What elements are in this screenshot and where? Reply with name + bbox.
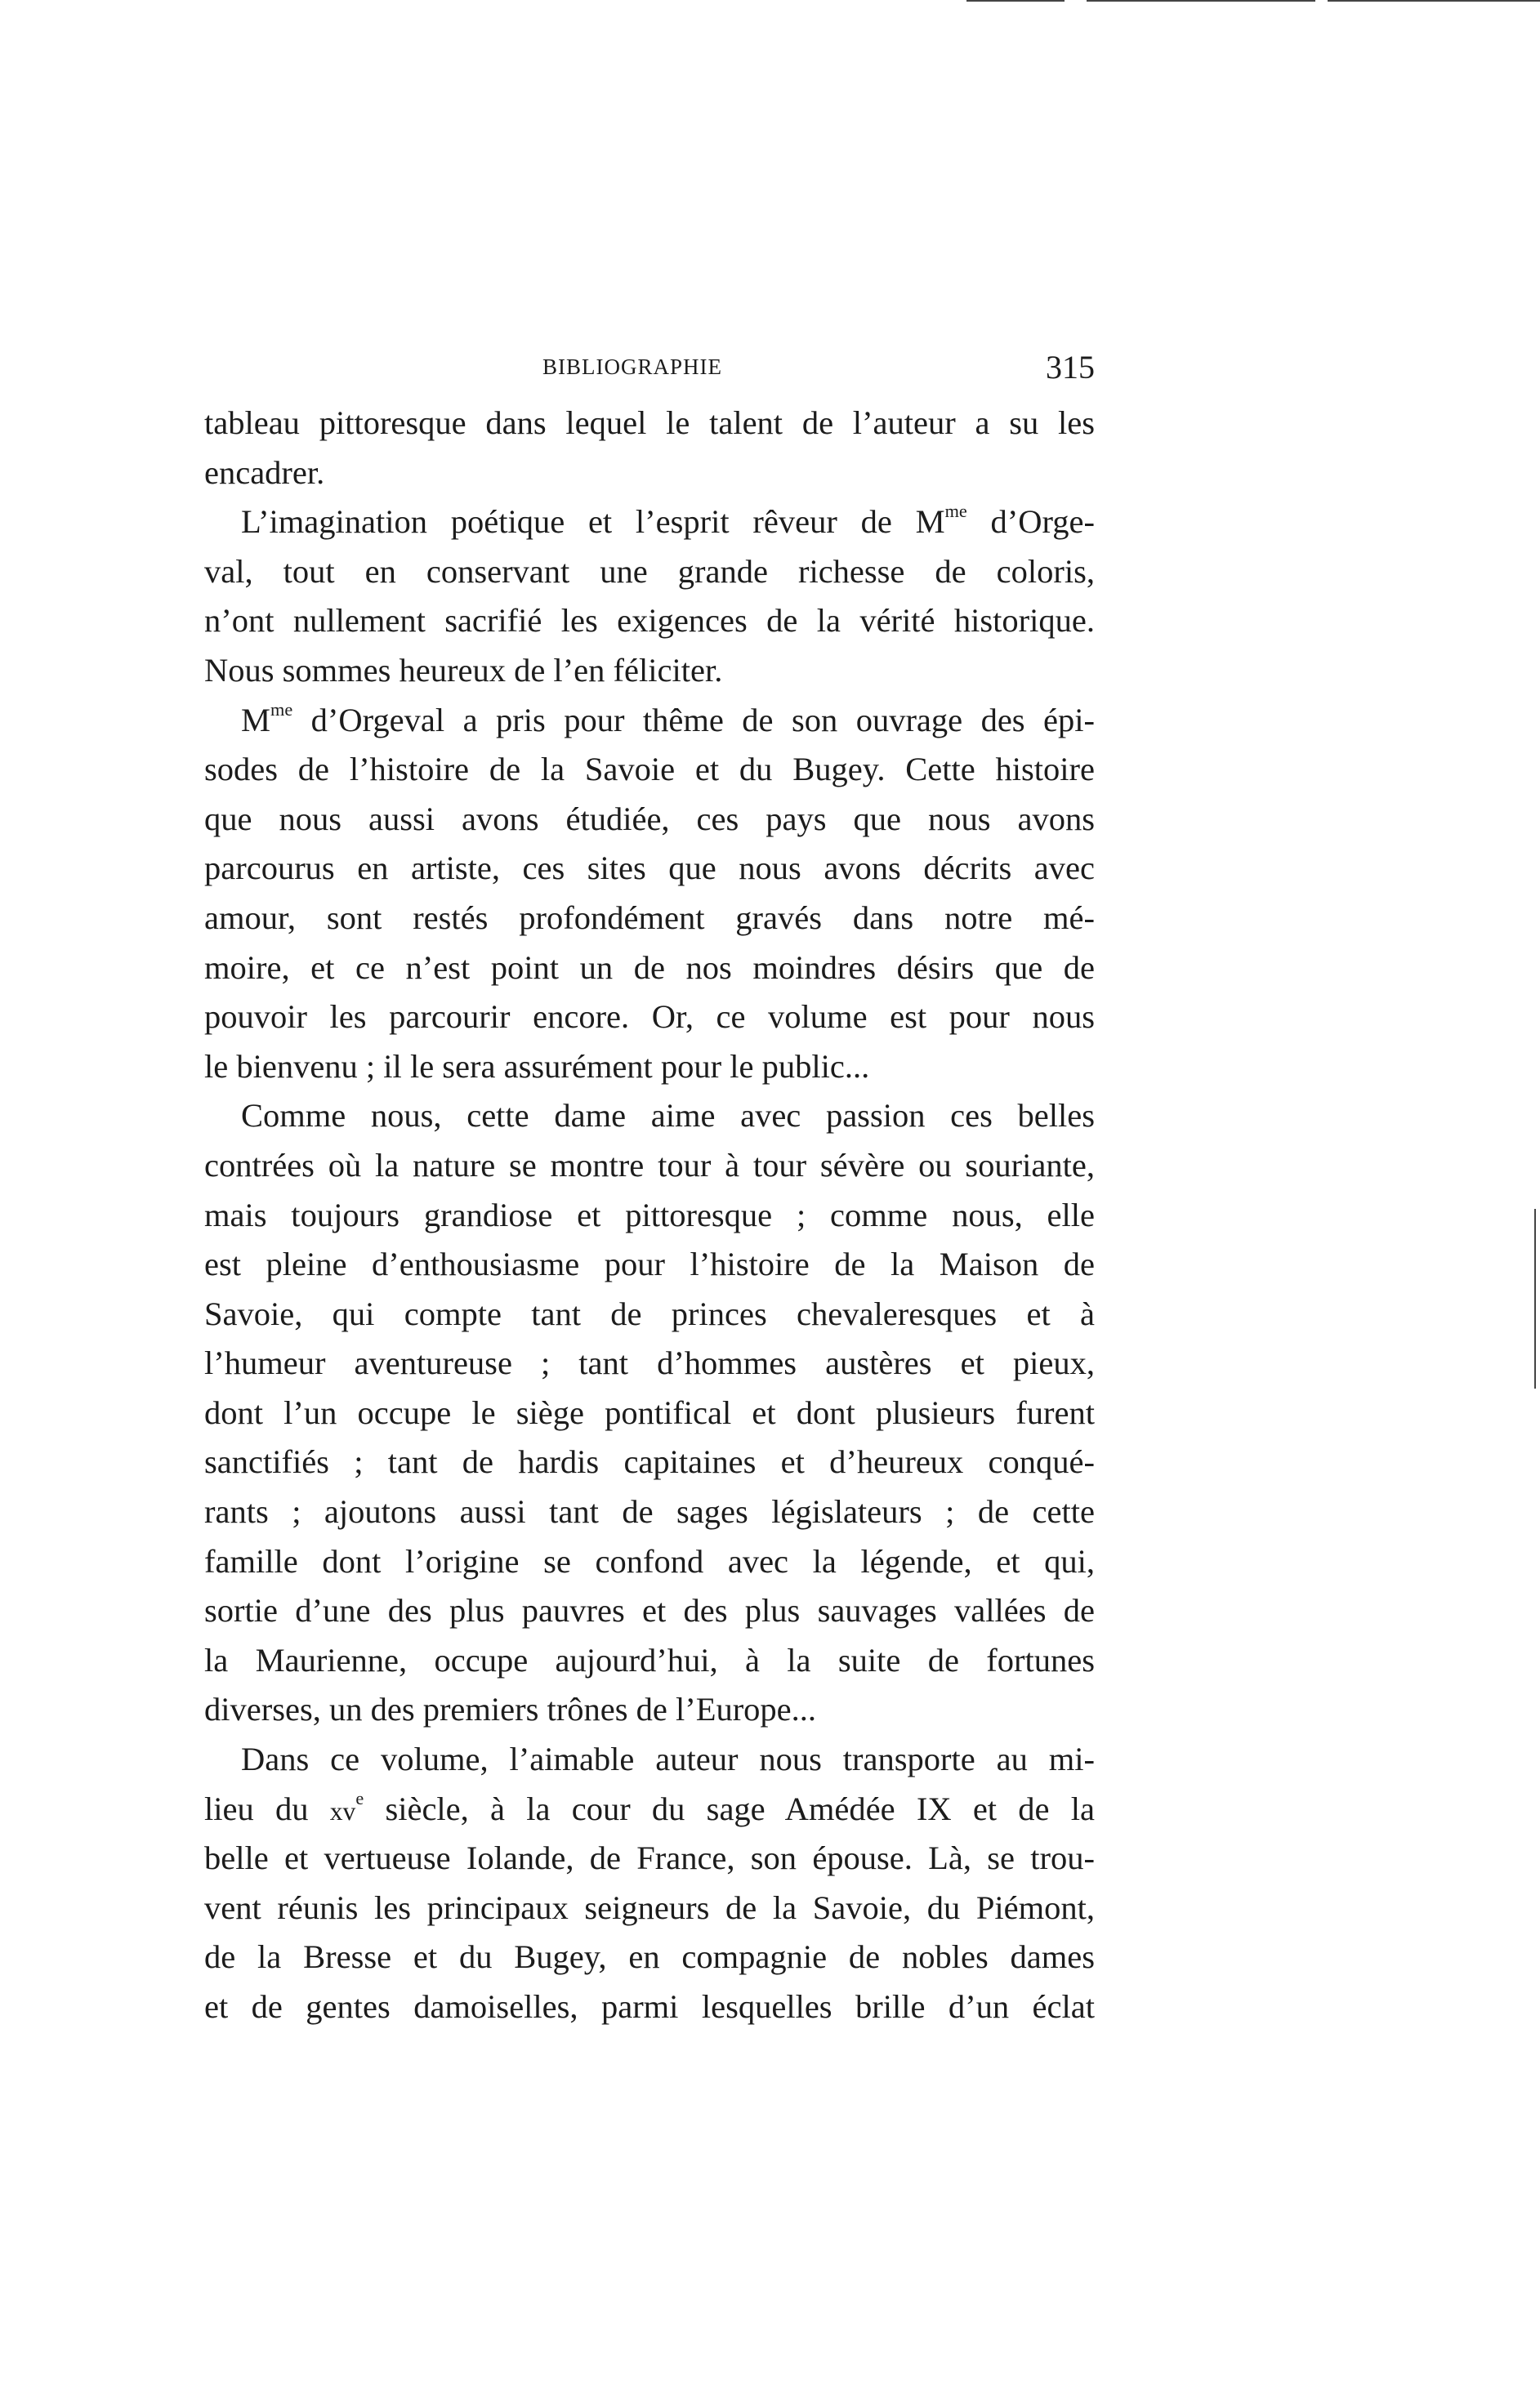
- text-line: de la Bresse et du Bugey, en compagnie de nobles dames: [204, 1938, 1095, 1976]
- text-line: Nous sommes heureux de l’en féliciter.: [204, 651, 723, 689]
- text-line: belle et vertueuse Iolande, de France, son épouse. Là, se trou-: [204, 1839, 1095, 1877]
- text-run: lieu du: [204, 1790, 330, 1827]
- text-line: est pleine d’enthousiasme pour l’histoire de la Maison de: [204, 1246, 1095, 1283]
- text-line: parcourus en artiste, ces sites que nous avons décrits avec: [204, 849, 1095, 887]
- text-line: val, tout en conservant une grande richesse de coloris,: [204, 552, 1095, 590]
- text-line: diverses, un des premiers trônes de l’Europe...: [204, 1691, 817, 1728]
- running-header: [204, 349, 1095, 392]
- superscript: me: [270, 698, 293, 720]
- text-line: Savoie, qui compte tant de princes chevaleresques et à: [204, 1295, 1095, 1332]
- small-caps-text: xv: [329, 1796, 356, 1826]
- text-line: sortie d’une des plus pauvres et des plus sauvages vallées de: [204, 1592, 1095, 1630]
- text-line: [204, 497, 1095, 547]
- text-line: moire, et ce n’est point un de nos moindres désirs que de: [204, 948, 1095, 986]
- top-edge-line: [1328, 0, 1540, 2]
- text-line: vent réunis les principaux seigneurs de la Savoie, du Piémont,: [204, 1888, 1095, 1926]
- text-line: et de gentes damoiselles, parmi lesquelles brille d’un éclat: [204, 1988, 1095, 2025]
- body-text: [204, 399, 1095, 2032]
- text-line: pouvoir les parcourir encore. Or, ce volume est pour nous: [204, 998, 1095, 1036]
- text-line: mais toujours grandiose et pittoresque ; comme nous, elle: [204, 1196, 1095, 1233]
- text-line: sodes de l’histoire de la Savoie et du Bugey. Cette histoire: [204, 751, 1095, 788]
- text-run: siècle, à la cour du sage Amédée IX et de la: [364, 1790, 1095, 1827]
- text-run: M: [241, 701, 271, 738]
- text-line: que nous aussi avons étudiée, ces pays que nous avons: [204, 800, 1095, 837]
- text-run: d’Orgeval a pris pour thême de son ouvrage des épi-: [292, 701, 1095, 738]
- text-line: tableau pittoresque dans lequel le talent de l’auteur a su les: [204, 404, 1095, 441]
- text-line: l’humeur aventureuse ; tant d’hommes austères et pieux,: [204, 1344, 1095, 1382]
- text-line: amour, sont restés profondément gravés dans notre mé-: [204, 899, 1095, 936]
- text-line: le bienvenu ; il le sera assurément pour le public...: [204, 1047, 870, 1085]
- text-run: L’imagination poétique et l’esprit rêveur de M: [241, 503, 945, 541]
- text-line: n’ont nullement sacrifié les exigences de la vérité historique.: [204, 602, 1095, 640]
- superscript: e: [355, 1787, 364, 1808]
- right-edge-line: [1534, 1209, 1536, 1389]
- text-line: famille dont l’origine se confond avec la légende, et qui,: [204, 1542, 1095, 1580]
- text-line: rants ; ajoutons aussi tant de sages législateurs ; de cette: [204, 1493, 1095, 1531]
- superscript: me: [944, 501, 967, 522]
- text-run: d’Orge-: [966, 503, 1095, 541]
- running-title: BIBLIOGRAPHIE: [542, 355, 722, 379]
- text-line: encadrer.: [204, 453, 325, 491]
- text-line: dont l’un occupe le siège pontifical et dont plusieurs furent: [204, 1394, 1095, 1431]
- page-number: 315: [1046, 349, 1095, 386]
- top-edge-line: [1087, 0, 1315, 2]
- text-line: sanctifiés ; tant de hardis capitaines et d’heureux conqué-: [204, 1443, 1095, 1481]
- top-edge-line: [966, 0, 1065, 2]
- text-line: [204, 1785, 1095, 1835]
- text-line: [204, 696, 1095, 746]
- text-line: la Maurienne, occupe aujourd’hui, à la suite de fortunes: [204, 1641, 1095, 1679]
- text-line: Dans ce volume, l’aimable auteur nous transporte au mi-: [241, 1741, 1095, 1778]
- text-line: Comme nous, cette dame aime avec passion ces belles: [241, 1097, 1095, 1135]
- text-line: contrées où la nature se montre tour à tour sévère ou souriante,: [204, 1146, 1095, 1184]
